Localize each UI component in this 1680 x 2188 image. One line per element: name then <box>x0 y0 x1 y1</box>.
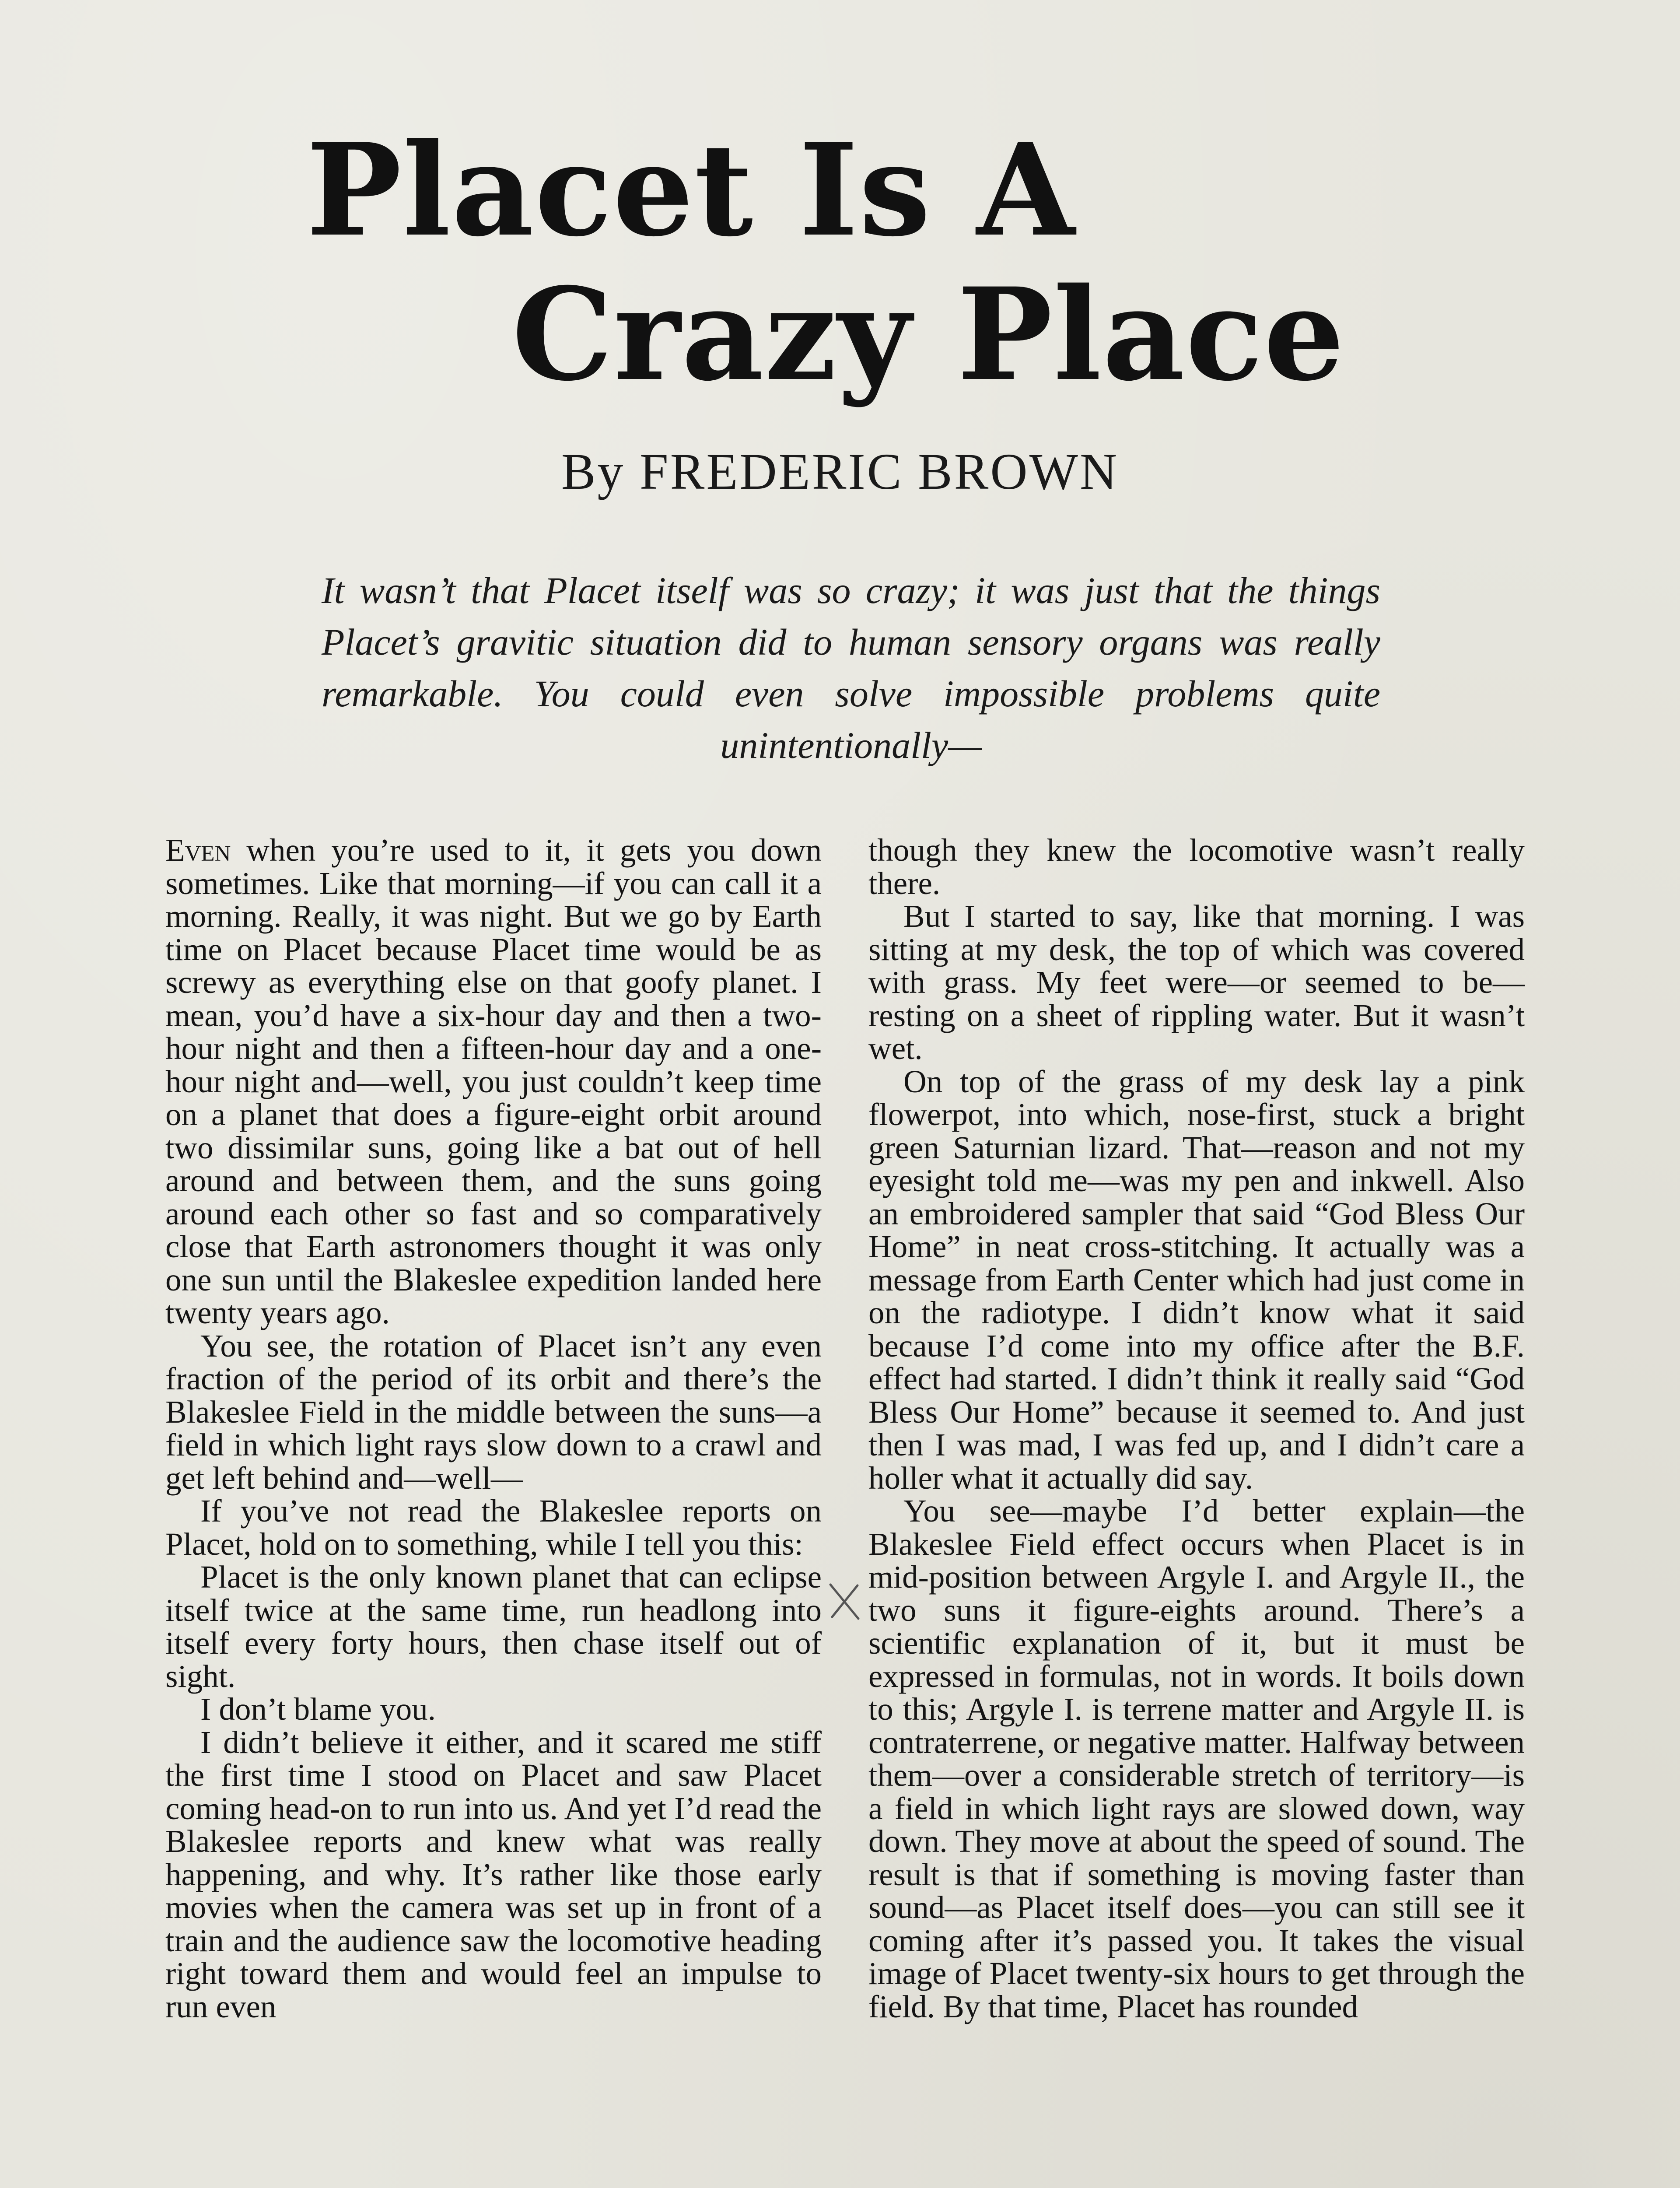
pencil-x-mark <box>827 1582 862 1621</box>
paragraph-7: though they knew the locomotive wasn’t really there. <box>868 832 1525 901</box>
paragraph-4: Placet is the only known planet that can eclipse itself twice at the same time, run headlong into itself every forty hours, then chase itself out of sight. <box>165 1559 822 1694</box>
text-column-right <box>868 834 1525 2023</box>
paragraph-8: But I started to say, like that morning. I was sitting at my desk, the top of which was covered with grass. My feet were—or seemed to be—resting on a sheet of rippling water. But it wasn’t wet. <box>868 898 1525 1066</box>
paragraph-1-text: when you’re used to it, it gets you down sometimes. Like that morning—if you can call it a morning. Really, it was night. But we go by Earth time on Placet because Placet time would be as screwy as everything else on that goofy planet. I mean, you’d have a six-hour day and then a two-hour night and then a fifteen-hour day and a one-hour night and—well, you just couldn’t keep time on a planet that does a figure-eight orbit around two dissimilar suns, going like a bat out of hell around and between them, and the suns going around each other so fast and so comparatively close that Earth astronomers thought it was only one sun until the Blakeslee expedition landed here twenty years ago. <box>165 832 822 1330</box>
title-line-2: Crazy Place <box>512 260 1345 409</box>
paragraph-1 <box>165 834 822 1329</box>
paragraph-2: You see, the rotation of Placet isn’t any even fraction of the period of its orbit and there’s the Blakeslee Field in the middle between the suns—a field in which light rays slow down to a crawl and get left behind and—well— <box>165 1328 822 1496</box>
paragraph-10: You see—maybe I’d better explain—the Blakeslee Field effect occurs when Placet is in mid-position between Argyle I. and Argyle II., the two suns it figure-eights around. There’s a scientific explanation of it, but it must be expressed in formulas, not in words. It boils down to this; Argyle I. is terrene matter and Argyle II. is contraterrene, or negative matter. Halfway between them—over a considerable stretch of territory—is a field in which light rays are slowed down, way down. They move at about the speed of sound. The result is that if something is moving faster than sound—as Placet itself does—you can still see it coming after it’s passed you. It takes the visual image of Placet twenty-six hours to get through the field. By that time, Placet has rounded <box>868 1493 1525 2024</box>
paragraph-3: If you’ve not read the Blakeslee reports on Placet, hold on to something, while I tell you this: <box>165 1493 822 1562</box>
paragraph-9: On top of the grass of my desk lay a pink flowerpot, into which, nose-first, stuck a bright green Saturnian lizard. That—reason and not my eyesight told me—was my pen and inkwell. Also an embroidered sampler that said “God Bless Our Home” in neat cross-stitching. It actually was a message from Earth Center which had just come in on the radiotype. I didn’t know what it said because I’d come into my office after the B.F. effect had started. I didn’t think it really said “God Bless Our Home” because it seemed to. And just then I was mad, I was fed up, and I didn’t care a holler what it actually did say. <box>868 1063 1525 1496</box>
text-column-left <box>165 834 822 2023</box>
story-blurb: It wasn’t that Placet itself was so crazy; it was just that the things Placet’s gravitic situation did to human sensory organs was really remarkable. You could even solve impossible problems quite unintentionally— <box>322 569 1380 766</box>
author-byline: By FREDERIC BROWN <box>561 443 1119 500</box>
drop-lead-word: Even <box>165 832 231 868</box>
story-title <box>306 118 1531 407</box>
paragraph-5: I don’t blame you. <box>200 1691 436 1727</box>
paragraph-6: I didn’t believe it either, and it scared me stiff the first time I stood on Placet and saw Placet coming head-on to run into us. And yet I’d read the Blakeslee reports and knew what was really happening, and why. It’s rather like those early movies when the camera was set up in front of a train and the audience saw the locomotive heading right toward them and would feel an impulse to run even <box>165 1724 822 2024</box>
title-line-1: Placet Is A <box>306 116 1076 265</box>
